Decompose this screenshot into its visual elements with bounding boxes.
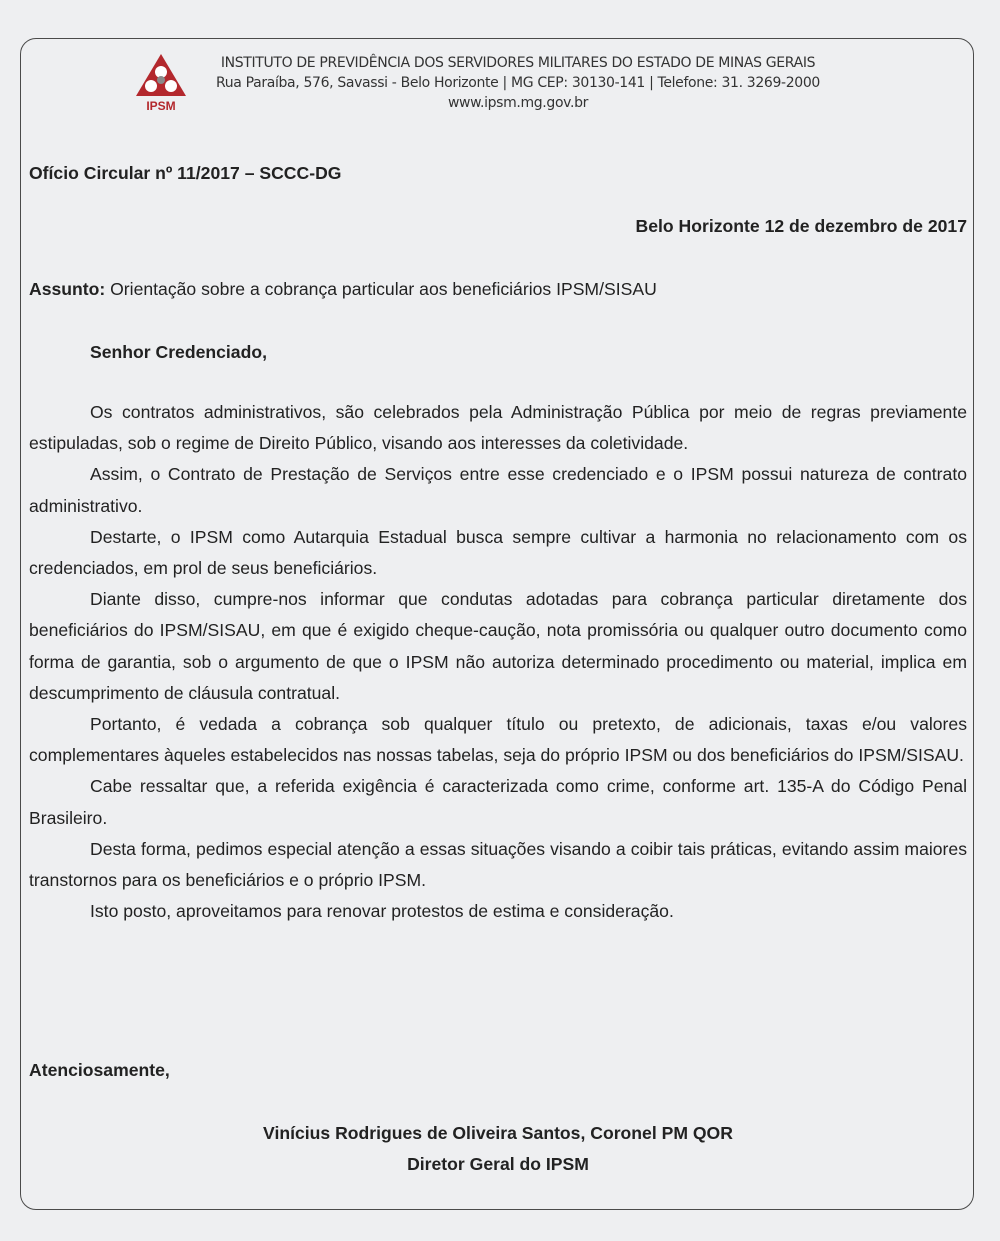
logo-text: IPSM (146, 99, 176, 113)
institution-address: Rua Paraíba, 576, Savassi - Belo Horizonte | MG CEP: 30130-141 | Telefone: 31. 3269-2000 (216, 75, 820, 91)
letter-subject (29, 279, 657, 300)
body-paragraph: Os contratos administrativos, são celebrados pela Administração Pública por meio de regras previamente estipuladas, sob o regime de Direito Público, visando aos interesses da coletividade. (29, 402, 967, 454)
body-paragraph: Portanto, é vedada a cobrança sob qualquer título ou pretexto, de adicionais, taxas e/ou valores complementares àqueles estabelecidos nas nossas tabelas, seja do próprio IPSM ou dos beneficiários do IPSM/SISAU. (29, 714, 967, 766)
signatory-title: Diretor Geral do IPSM (407, 1154, 589, 1174)
subject-text: Orientação sobre a cobrança particular aos beneficiários IPSM/SISAU (105, 279, 657, 299)
body-paragraph: Cabe ressaltar que, a referida exigência é caracterizada como crime, conforme art. 135-A do Código Penal Brasileiro. (29, 776, 967, 828)
signatory-name: Vinícius Rodrigues de Oliveira Santos, Coronel PM QOR (263, 1123, 733, 1143)
institution-name: INSTITUTO DE PREVIDÊNCIA DOS SERVIDORES MILITARES DO ESTADO DE MINAS GERAIS (220, 55, 816, 71)
body-paragraph: Assim, o Contrato de Prestação de Serviços entre esse credenciado e o IPSM possui natureza de contrato administrativo. (29, 464, 967, 516)
body-paragraph: Desta forma, pedimos especial atenção a essas situações visando a coibir tais práticas, evitando assim maiores transtornos para os beneficiários e o próprio IPSM. (29, 838, 967, 891)
ipsm-logo (134, 52, 188, 114)
letter-date: Belo Horizonte 12 de dezembro de 2017 (635, 216, 967, 236)
institution-website: www.ipsm.mg.gov.br (447, 95, 589, 111)
letter-reference: Ofício Circular nº 11/2017 – SCCC-DG (29, 163, 342, 183)
body-paragraph: Diante disso, cumpre-nos informar que condutas adotadas para cobrança particular diretamente dos beneficiários do IPSM/SISAU, em que é exigido cheque-caução, nota promissória ou qualquer outro documento como forma de garantia, sob o argumento de que o IPSM não autoriza determinado procedimento ou material, implica em descumprimento de cláusula contratual. (29, 589, 967, 703)
body-paragraph: Isto posto, aproveitamos para renovar protestos de estima e consideração. (90, 901, 674, 922)
letterhead (200, 53, 836, 113)
letter-body (29, 397, 967, 927)
body-paragraph: Destarte, o IPSM como Autarquia Estadual busca sempre cultivar a harmonia no relacionamento com os credenciados, em prol de seus beneficiários. (29, 526, 967, 579)
closing: Atenciosamente, (29, 1060, 170, 1080)
salutation: Senhor Credenciado, (90, 342, 267, 362)
subject-label: Assunto: (29, 279, 106, 299)
